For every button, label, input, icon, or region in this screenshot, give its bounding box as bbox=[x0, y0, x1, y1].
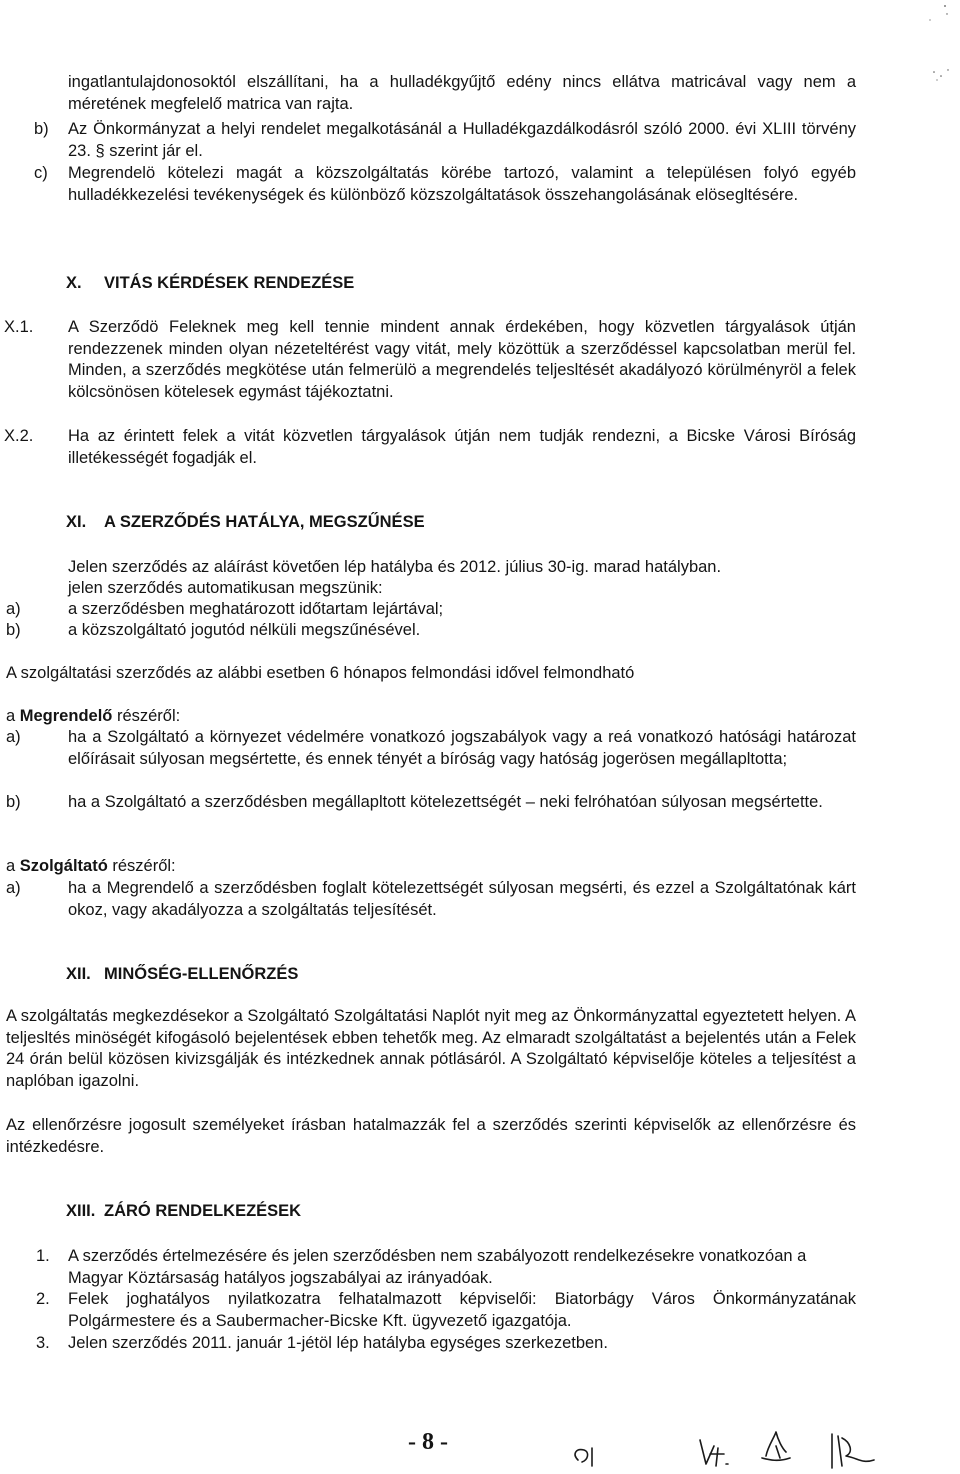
clause-text: A Szerződö Feleknek meg kell tennie mindent annak érdekében, hogy közvetlen tárgyalások útján rendezzenek minden olyan nézeteltérést vagy vitát, mely közöttük a szerződéssel kapcsolatban merül fel. Minden, a szerződés megkötése után felmerülö a megrendelés teljesltését akadályozó körülményröl a felek kölcsönösen kötelesek egymást tájékoztatni. bbox=[68, 318, 856, 401]
clause-number: X.1. bbox=[4, 318, 34, 336]
list-label: 3. bbox=[36, 1334, 50, 1352]
list-item bbox=[36, 1246, 856, 1290]
list-text: Az Önkormányzat a helyi rendelet megalkotásánál a Hulladékgazdálkodásról szóló 2000. évi XLIII törvény 23. § szerint jár el. bbox=[68, 120, 856, 160]
party-heading-provider bbox=[6, 856, 176, 878]
clause-number: X.2. bbox=[4, 427, 34, 445]
list-label: a) bbox=[6, 728, 21, 746]
party-suffix: részéről: bbox=[112, 707, 181, 725]
section-number: XI. bbox=[66, 513, 87, 531]
list-item bbox=[34, 163, 856, 229]
list-label: a) bbox=[6, 600, 21, 618]
list-label: c) bbox=[34, 164, 48, 182]
list-item bbox=[36, 1289, 856, 1333]
scan-speck-icon bbox=[910, 0, 960, 90]
section-title: ZÁRÓ RENDELKEZÉSEK bbox=[104, 1202, 302, 1220]
paragraph: Az ellenőrzésre jogosult személyeket írásban hatalmazzák fel a szerződés szerinti képviselők az ellenőrzésre és intézkedésre. bbox=[6, 1116, 856, 1156]
party-suffix: részéről: bbox=[107, 857, 176, 875]
list-label: a) bbox=[6, 879, 21, 897]
section-title: A SZERZŐDÉS HATÁLYA, MEGSZŰNÉSE bbox=[104, 513, 425, 531]
list-text: a szerződésben meghatározott időtartam lejártával; bbox=[68, 600, 444, 618]
notice-line: A szolgáltatási szerződés az alábbi esetben 6 hónapos felmondási idővel felmondható bbox=[6, 664, 635, 682]
list-text: A szerződés értelmezésére és jelen szerződésben nem szabályozott rendelkezésekre vonatkozóan a Magyar Köztársaság hatályos jogszabályai az irányadóak. bbox=[68, 1247, 807, 1287]
section-title: MINŐSÉG-ELLENŐRZÉS bbox=[104, 965, 299, 983]
section-number: XII. bbox=[66, 965, 91, 983]
page-number: - 8 - bbox=[408, 1429, 448, 1455]
party-prefix: a bbox=[6, 857, 20, 875]
section-number: X. bbox=[66, 274, 82, 292]
party-heading-client bbox=[6, 706, 180, 728]
list-text: Felek joghatályos nyilatkozatra felhatalmazott képviselői: Biatorbágy Város Önkormányzatának Polgármestere és a Saubermacher-Bicske Kft. ügyvezető igazgatója. bbox=[68, 1290, 856, 1330]
list-label: b) bbox=[6, 621, 21, 639]
list-item bbox=[34, 119, 856, 163]
paragraph: A szolgáltatás megkezdésekor a Szolgáltató Szolgáltatási Naplót nyit meg az Önkormányzattal egyeztetett helyen. A teljesltés minöségét kifogásoló bejelentések ebben tehetők meg. Az elmaradt szolgáltatást a bejelentés után a Felek 24 órán belül közösen kivizsgálják és intézkednek annak pótlásáról. A Szolgáltató képviselője köteles a teljesítést a naplóban igazolni. bbox=[6, 1007, 856, 1090]
list-label: 1. bbox=[36, 1247, 50, 1265]
continuation-paragraph: ingatlantulajdonosoktól elszállítani, ha a hulladékgyűjtő edény nincs ellátva matricával vagy nem a méretének megfelelő matrica van rajta. bbox=[68, 73, 856, 113]
list-text: ha a Szolgáltató a környezet védelmére vonatkozó jogszabályok vagy a reá vonatkozó hatósági határozat előírásait súlyosan megsértette, és ennek tényét a bíróság vagy hatóság jogerösen megállapltotta; bbox=[68, 728, 856, 768]
text-line: jelen szerződés automatikusan megszünik: bbox=[68, 579, 383, 597]
list-text: ha a Szolgáltató a szerződésben megállapltott kötelezettségét – neki felróhatóan súlyosan megsértette. bbox=[68, 793, 823, 811]
list-item bbox=[6, 727, 856, 793]
party-name: Megrendelő bbox=[19, 707, 113, 725]
party-name: Szolgáltató bbox=[19, 857, 108, 875]
list-item bbox=[6, 792, 856, 836]
section-title: VITÁS KÉRDÉSEK RENDEZÉSE bbox=[104, 274, 355, 292]
list-text: Megrendelö kötelezi magát a közszolgáltatás körébe tartozó, valamint a településen folyó egyéb hulladékkezelési tevékenységek és különböző közszolgáltatások összehangolásának elösegltésére. bbox=[68, 164, 856, 204]
text-line: Jelen szerződés az aláírást követően lép hatályba és 2012. július 30-ig. marad hatályban. bbox=[68, 558, 722, 576]
clause-text: Ha az érintett felek a vitát közvetlen tárgyalások útján nem tudják rendezni, a Bicske Városi Bíróság illetékességét fogadják el. bbox=[68, 427, 856, 467]
list-text: a közszolgáltató jogutód nélküli megszűnésével. bbox=[68, 621, 421, 639]
list-text: Jelen szerződés 2011. január 1-jétöl lép hatályba egységes szerkezetben. bbox=[68, 1334, 608, 1352]
clause bbox=[4, 317, 856, 407]
handwritten-initials-icon bbox=[570, 1408, 900, 1472]
list-label: b) bbox=[34, 120, 49, 138]
list-text: ha a Megrendelő a szerződésben foglalt kötelezettségét súlyosan megsérti, és ezzel a Szolgáltatónak kárt okoz, vagy akadályozza a szolgáltatás teljesítését. bbox=[68, 879, 856, 919]
clause bbox=[4, 426, 856, 470]
list-label: b) bbox=[6, 793, 21, 811]
section-number: XIII. bbox=[66, 1202, 96, 1220]
party-prefix: a bbox=[6, 707, 20, 725]
list-item bbox=[6, 878, 856, 922]
list-label: 2. bbox=[36, 1290, 50, 1308]
